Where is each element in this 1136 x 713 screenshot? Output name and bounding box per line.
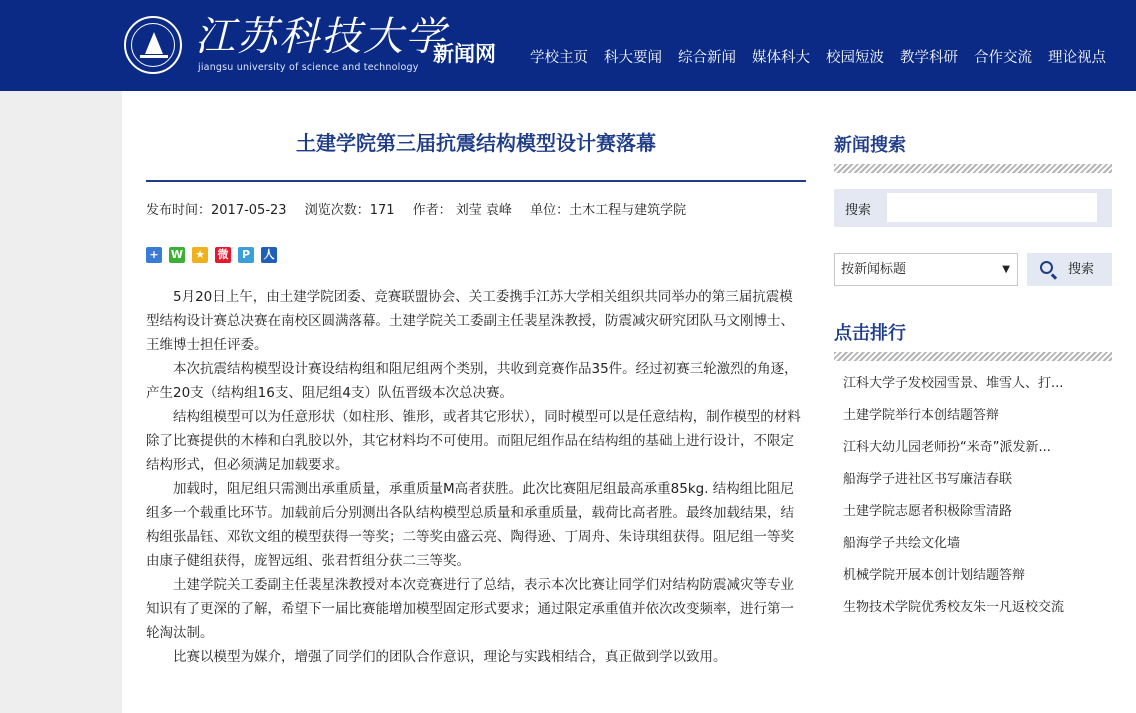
- main-content: [122, 91, 1136, 713]
- search-icon: [1040, 261, 1053, 274]
- chevron-down-icon: ▼: [1002, 264, 1010, 275]
- search-type-select[interactable]: [834, 253, 1018, 286]
- site-title[interactable]: 新闻网: [433, 42, 496, 66]
- search-box: [834, 189, 1112, 227]
- rank-item[interactable]: 生物技术学院优秀校友朱一凡返校交流: [843, 600, 1065, 615]
- nav-cooperation[interactable]: 合作交流: [974, 50, 1032, 66]
- heading-divider: [834, 352, 1112, 361]
- share-more-icon[interactable]: +: [146, 247, 162, 263]
- weibo-icon[interactable]: 微: [215, 247, 231, 263]
- rank-list: [834, 368, 1112, 624]
- rank-item[interactable]: 机械学院开展本创计划结题答辩: [843, 568, 1026, 583]
- rank-heading: 点击排行: [834, 323, 906, 344]
- university-name[interactable]: 江苏科技大学: [195, 14, 447, 60]
- article-paragraph: 本次抗震结构模型设计赛设结构组和阻尼组两个类别，共收到竞赛作品35件。经过初赛三轮激烈的角逐，产生20支（结构组16支、阻尼组4支）队伍晋级本次总决赛。: [146, 361, 798, 401]
- nav-general-news[interactable]: 综合新闻: [678, 50, 736, 66]
- publish-date: 发布时间：2017-05-23: [146, 203, 287, 218]
- share-bar: [146, 247, 284, 263]
- main-nav: [530, 46, 1122, 67]
- rank-item[interactable]: 船海学子共绘文化墙: [843, 536, 961, 551]
- rank-item[interactable]: 江科大幼儿园老师扮“米奇”派发新...: [843, 440, 1051, 455]
- university-english-name: jiangsu university of science and technology: [198, 62, 419, 73]
- university-emblem-icon[interactable]: [124, 16, 182, 74]
- site-header: [0, 0, 1136, 91]
- nav-theory[interactable]: 理论视点: [1048, 50, 1106, 66]
- article-paragraph: 结构组模型可以为任意形状（如柱形、锥形，或者其它形状），同时模型可以是任意结构，制作模型的材料除了比赛提供的木棒和白乳胶以外，其它材料均不可使用。而阻尼组作品在结构组的基础上进行设计，不限定结构形式，但必须满足加载要求。: [146, 409, 801, 473]
- rank-item[interactable]: 土建学院举行本创结题答辩: [843, 408, 1000, 423]
- news-search-heading: 新闻搜索: [834, 135, 906, 156]
- search-input[interactable]: [887, 193, 1097, 222]
- search-button-label: 搜索: [1068, 262, 1095, 277]
- renren-icon[interactable]: 人: [261, 247, 277, 263]
- view-count: 浏览次数：171: [304, 203, 395, 218]
- search-type-value: 按新闻标题: [841, 262, 907, 277]
- article-paragraph: 5月20日上午，由土建学院团委、竞赛联盟协会、关工委携手江苏大学相关组织共同举办的第三届抗震模型结构设计赛总决赛在南校区圆满落幕。土建学院关工委副主任裴星洙教授，防震减灾研究团队马文刚博士、王维博士担任评委。: [146, 289, 794, 353]
- nav-media[interactable]: 媒体科大: [752, 50, 810, 66]
- qzone-icon[interactable]: ★: [192, 247, 208, 263]
- heading-divider: [834, 164, 1112, 173]
- rank-item[interactable]: 船海学子进社区书写廉洁春联: [843, 472, 1013, 487]
- article-body: [146, 285, 806, 669]
- article-paragraph: 加载时，阻尼组只需测出承重质量，承重质量M高者获胜。此次比赛阻尼组最高承重85kg. 结构组比阻尼组多一个载重比环节。加载前后分别测出各队结构模型总质量和承重质量，载荷比高者胜。最终加载结果，结构组张晶钰、邓钦文组的模型获得一等奖；二等奖由盛云亮、陶得逊、丁周舟、朱诗琪组获得。阻尼组一等奖由康子健组获得，庞智远组、张君哲组分获二三等奖。: [146, 481, 794, 569]
- nav-university-news[interactable]: 科大要闻: [604, 50, 662, 66]
- search-button[interactable]: [1027, 253, 1112, 286]
- article-paragraph: 土建学院关工委副主任裴星洙教授对本次竞赛进行了总结，表示本次比赛让同学们对结构防震减灾等专业知识有了更深的了解，希望下一届比赛能增加模型固定形式要求；通过限定承重值并依次改变频率，进行第一轮淘汰制。: [146, 577, 794, 641]
- rank-item[interactable]: 土建学院志愿者积极除雪清路: [843, 504, 1013, 519]
- nav-campus-briefs[interactable]: 校园短波: [826, 50, 884, 66]
- title-divider: [146, 180, 806, 182]
- nav-teaching-research[interactable]: 教学科研: [900, 50, 958, 66]
- search-label: 搜索: [845, 203, 872, 218]
- wechat-icon[interactable]: W: [170, 248, 184, 261]
- author: 作者： 刘莹 袁峰: [412, 203, 512, 218]
- article-paragraph: 比赛以模型为媒介，增强了同学们的团队合作意识，理论与实践相结合，真正做到学以致用。: [173, 649, 727, 665]
- tencent-weibo-icon[interactable]: P: [238, 247, 254, 263]
- rank-item[interactable]: 江科大学子发校园雪景、堆雪人、打...: [843, 376, 1064, 391]
- article-title: 土建学院第三届抗震结构模型设计赛落幕: [296, 131, 656, 155]
- nav-school-home[interactable]: 学校主页: [530, 50, 588, 66]
- article-meta: [146, 199, 700, 218]
- unit: 单位：土木工程与建筑学院: [530, 203, 687, 218]
